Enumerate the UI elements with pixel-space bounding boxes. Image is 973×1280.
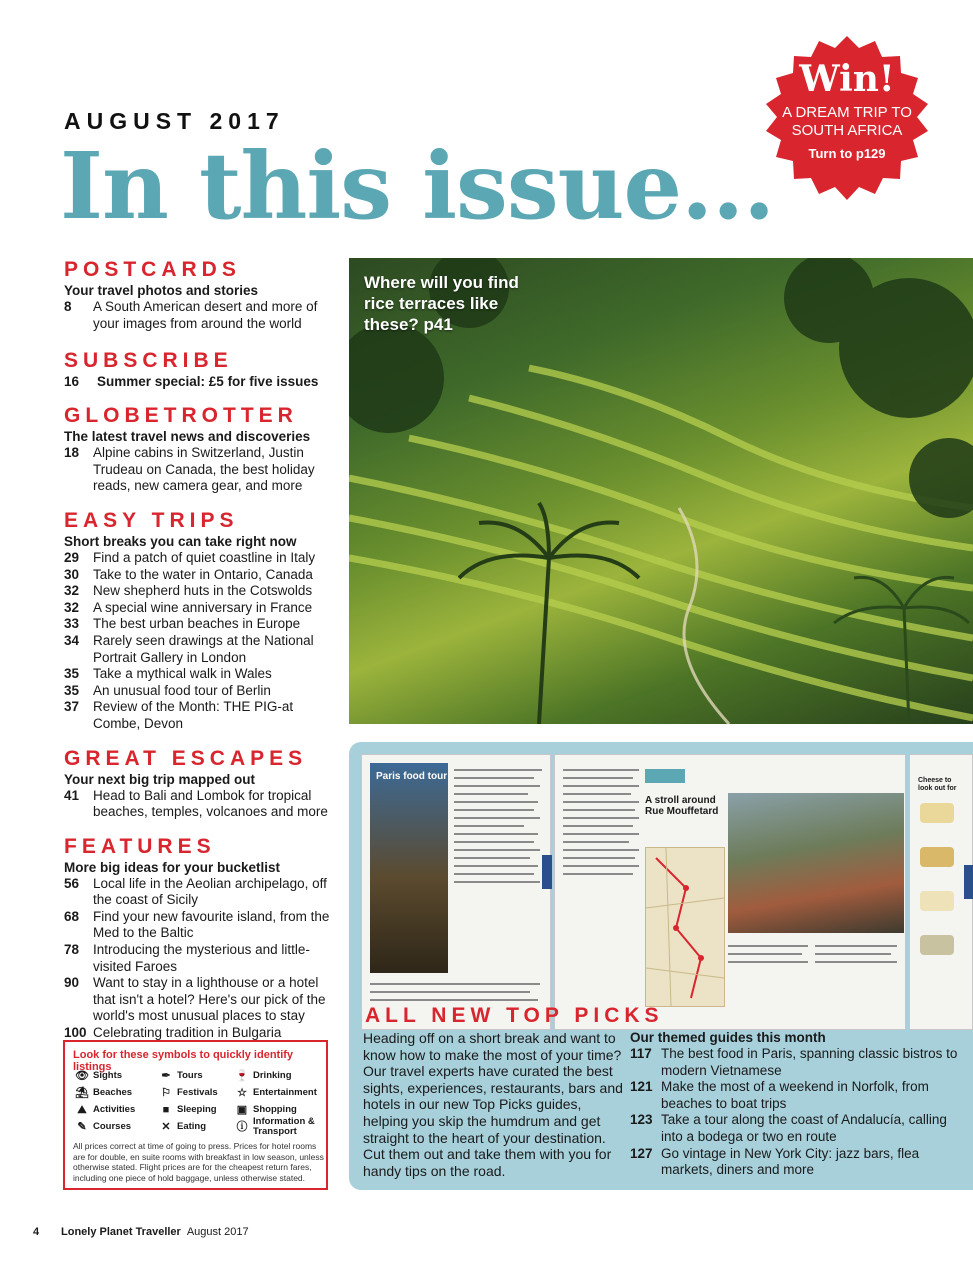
text-line [454, 833, 538, 835]
section-heading: POSTCARDS [64, 258, 241, 281]
text-line [454, 881, 540, 883]
page-number: 100 [64, 1025, 87, 1041]
text-line [563, 825, 633, 827]
text-line [563, 841, 629, 843]
page-number: 32 [64, 599, 80, 615]
eye-icon: 👁 [75, 1070, 89, 1082]
entry-text: Local life in the Aeolian archipelago, off the coast of Sicily [93, 875, 327, 908]
section-heading: GREAT ESCAPES [64, 746, 308, 770]
text-line [454, 841, 534, 843]
text-line [454, 769, 542, 771]
page-number: 117 [630, 1046, 652, 1061]
page-number: 121 [630, 1079, 653, 1095]
footer-date: August 2017 [186, 1226, 249, 1238]
entry-text: The best food in Paris, spanning classic bistros to modern Vietnamese [661, 1046, 958, 1078]
text-line [454, 817, 540, 819]
text-line [454, 825, 524, 827]
page-number: 37 [64, 699, 80, 715]
legend-item-activities [75, 1105, 135, 1115]
contents-entry[interactable] [64, 633, 344, 666]
section-easy-trips [64, 509, 344, 733]
text-line [563, 793, 631, 795]
text-line [728, 953, 802, 955]
courses-icon: ✎ [77, 1121, 87, 1133]
photo-caption: Where will you find rice terraces like these? p41 [364, 273, 519, 334]
entry-text: A special wine anniversary in France [93, 599, 313, 615]
contents-entry[interactable] [64, 666, 344, 683]
section-heading: GLOBETROTTER [64, 404, 298, 428]
entry-text: Take to the water in Ontario, Canada [93, 566, 313, 582]
cheese-image [920, 891, 954, 911]
contents-entry[interactable] [64, 550, 344, 567]
legend-label: Festivals [177, 1087, 218, 1098]
legend-label: Shopping [253, 1104, 297, 1115]
text-line [728, 945, 808, 947]
legend-label: Tours [177, 1070, 203, 1081]
page-number: 30 [64, 566, 80, 582]
page-number: 35 [64, 682, 80, 698]
prices-note: All prices correct at time of going to press. Prices for hotel rooms are for double, en suite rooms with breakfast in low season, unless otherwise stated. Flight prices are for the cheapest return fares, including one piece of hold baggage, unless otherwise stated. [73, 1141, 324, 1183]
text-line [563, 777, 633, 779]
section-subheading: Your next big trip mapped out [64, 771, 255, 787]
entry-text: Make the most of a weekend in Norfolk, from beaches to boat trips [661, 1079, 929, 1111]
contents-entry[interactable] [64, 788, 344, 821]
page-number: 16 [64, 374, 80, 390]
page-number: 41 [64, 787, 80, 803]
cheese-spread[interactable] [909, 754, 973, 1030]
footer-page-number: 4 [33, 1226, 40, 1238]
shopping-icon: ▣ [236, 1104, 248, 1116]
issue-date: AUGUST 2017 [64, 108, 285, 134]
section-globetrotter [64, 404, 344, 495]
page-number: 29 [64, 549, 80, 565]
entry-text: Find a patch of quiet coastline in Italy [93, 549, 316, 565]
section-heading: EASY TRIPS [64, 508, 239, 532]
market-street-photo [728, 793, 904, 933]
text-line [728, 961, 808, 963]
legend-item-entertainment [235, 1088, 317, 1098]
text-line [454, 849, 540, 851]
text-line [370, 999, 538, 1001]
entry-text: Want to stay in a lighthouse or a hotel that isn't a hotel? Here's our pick of the world's most unusual places to stay [93, 975, 326, 1024]
contents-entry[interactable] [64, 942, 344, 975]
spread-title: Paris food tour [376, 771, 448, 782]
win-prize-line1: A DREAM TRIP TO [782, 104, 912, 121]
win-badge[interactable] [762, 36, 932, 206]
entry-text: Find your new favourite island, from the Med to the Baltic [93, 908, 330, 941]
page-footer [33, 1226, 249, 1238]
text-line [454, 777, 534, 779]
legend-item-eating [159, 1122, 206, 1132]
top-picks-intro: Heading off on a short break and want to know how to make the most of your time? Our travel experts have curated the best sights, experiences, restaurants, bars and hotels in our new Top Picks guides, helping you skip the humdrum and get straight to the heart of your destination. Cut them out and take them with you for handy tips on the road. [363, 1030, 623, 1179]
page-number: 90 [64, 975, 80, 991]
text-line [815, 961, 897, 963]
section-features [64, 835, 344, 1042]
contents-entry[interactable] [630, 1079, 964, 1112]
win-page-ref: Turn to p129 [808, 146, 886, 161]
section-great-escapes [64, 747, 344, 821]
entry-text: An unusual food tour of Berlin [93, 682, 271, 698]
contents-entry[interactable] [64, 975, 344, 1025]
top-picks-panel [349, 742, 973, 1190]
text-line [563, 857, 635, 859]
text-line [815, 945, 897, 947]
page-number: 8 [64, 299, 72, 314]
cheese-image [920, 847, 954, 867]
entry-text: New shepherd huts in the Cotswolds [93, 583, 313, 599]
spread-map [645, 847, 725, 1007]
themed-guides-heading: Our themed guides this month [630, 1030, 826, 1045]
entry-text: Alpine cabins in Switzerland, Justin Trudeau on Canada, the best holiday reads, new camera gear, and more [93, 445, 315, 494]
text-line [454, 785, 540, 787]
entry-text: The best urban beaches in Europe [93, 616, 301, 632]
legend-item-sleeping [159, 1105, 217, 1115]
contents-entry[interactable] [64, 876, 344, 909]
entry-text: Introducing the mysterious and little-visited Faroes [93, 942, 310, 974]
legend-item-festivals [159, 1088, 218, 1098]
legend-item-tours [159, 1071, 203, 1081]
text-line [370, 991, 530, 993]
legend-label: Drinking [253, 1070, 292, 1081]
entry-text: Head to Bali and Lombok for tropical beaches, temples, volcanoes and more [93, 787, 328, 820]
page-number: 32 [64, 583, 80, 599]
legend-item-shopping [235, 1105, 297, 1115]
text-line [563, 769, 639, 771]
text-line [563, 785, 639, 787]
text-line [563, 809, 635, 811]
text-line [454, 873, 534, 875]
page-number: 33 [64, 616, 80, 632]
spread-title: Cheese to look out for [918, 777, 957, 792]
entry-text: Go vintage in New York City: jazz bars, flea markets, diners and more [661, 1145, 920, 1178]
contents-list [64, 258, 344, 1042]
text-line [454, 793, 528, 795]
page-number: 35 [64, 666, 80, 682]
legend-title: Look for these symbols to quickly identify listings [73, 1049, 294, 1073]
tours-icon: ✒ [161, 1070, 171, 1082]
contents-entry[interactable] [630, 1046, 964, 1079]
section-subheading: More big ideas for your bucketlist [64, 859, 281, 875]
contents-entry[interactable] [64, 909, 344, 942]
contents-entry[interactable] [64, 616, 344, 633]
text-line [454, 801, 538, 803]
win-prize [762, 104, 932, 140]
top-picks-heading: ALL NEW TOP PICKS [365, 1004, 664, 1027]
legend-label: Sleeping [177, 1104, 217, 1115]
rue-mouffetard-spread[interactable] [554, 754, 906, 1030]
legend-label: Entertainment [253, 1087, 317, 1098]
text-line [563, 817, 639, 819]
text-line [454, 865, 538, 867]
text-line [815, 953, 891, 955]
entry-text: A South American desert and more of your images from around the world [93, 299, 318, 331]
contents-entry[interactable] [64, 445, 344, 495]
entry-text: Celebrating tradition in Bulgaria [93, 1025, 282, 1041]
page-number: 56 [64, 875, 80, 891]
text-line [454, 809, 534, 811]
win-label: Win! [799, 58, 895, 100]
page-title: In this issue... [60, 132, 775, 240]
page-number: 34 [64, 632, 80, 648]
route-map-lines [646, 848, 724, 1006]
legend-label: Activities [93, 1104, 136, 1115]
cheese-image [920, 803, 954, 823]
page-number: 68 [64, 908, 80, 924]
entry-text: Review of the Month: THE PIG-at Combe, Devon [93, 699, 294, 731]
themed-guides [630, 1029, 964, 1179]
contents-entry[interactable] [630, 1112, 964, 1145]
page-number: 78 [64, 942, 80, 958]
text-line [370, 983, 540, 985]
text-line [563, 849, 639, 851]
text-line [454, 857, 530, 859]
contents-entry[interactable] [64, 373, 344, 390]
footer-brand: Lonely Planet Traveller [61, 1226, 181, 1238]
spread-title: A stroll around Rue Mouffetard [645, 795, 719, 817]
cheese-image [920, 935, 954, 955]
entry-text: Take a tour along the coast of Andalucía, calling into a bodega or two en route [661, 1112, 947, 1144]
legend-label: Information & Transport [253, 1116, 315, 1137]
rice-terrace-photo[interactable] [349, 258, 973, 724]
legend-label: Eating [177, 1121, 207, 1132]
contents-entry[interactable] [64, 699, 344, 732]
spread-cover-image [370, 763, 448, 973]
page-number: 18 [64, 445, 80, 461]
legend-label: Courses [93, 1121, 132, 1132]
top-picks-tab [542, 855, 552, 889]
section-subheading: Short breaks you can take right now [64, 533, 297, 549]
symbols-legend [63, 1040, 328, 1190]
drinking-icon: 🍷 [235, 1070, 249, 1082]
contents-entry[interactable] [64, 600, 344, 617]
section-subheading: Your travel photos and stories [64, 283, 259, 298]
entry-text: Take a mythical walk in Wales [93, 666, 272, 682]
legend-item-courses [75, 1122, 131, 1132]
text-line [563, 833, 639, 835]
contents-entry[interactable] [64, 683, 344, 700]
beaches-icon: ⛱ [75, 1087, 89, 1099]
text-line [563, 865, 639, 867]
legend-item-beaches [75, 1088, 132, 1098]
contents-entry[interactable] [630, 1146, 964, 1179]
page-number: 123 [630, 1112, 653, 1128]
sleeping-icon: ■ [162, 1104, 170, 1116]
legend-item-information [235, 1117, 325, 1137]
entertainment-icon: ☆ [237, 1087, 247, 1099]
contents-entry[interactable] [64, 299, 344, 332]
legend-item-drinking [235, 1071, 292, 1081]
information-icon: ⓘ [236, 1121, 248, 1133]
paris-food-tour-spread[interactable] [361, 754, 551, 1030]
legend-label: Sights [93, 1070, 123, 1081]
section-subscribe [64, 349, 344, 390]
section-heading: FEATURES [64, 834, 216, 858]
spread-tag-local-knowledge [645, 769, 685, 783]
page-number: 127 [630, 1145, 653, 1161]
contents-entry[interactable] [64, 583, 344, 600]
text-line [563, 801, 639, 803]
festivals-icon: ⚐ [161, 1087, 171, 1099]
legend-item-sights [75, 1071, 122, 1081]
section-postcards [64, 258, 344, 332]
entry-text: Rarely seen drawings at the National Portrait Gallery in London [93, 632, 314, 665]
eating-icon: ✕ [161, 1121, 171, 1133]
activities-icon: ⛰ [77, 1104, 87, 1116]
contents-entry[interactable] [64, 567, 344, 584]
top-picks-tab [964, 865, 973, 899]
win-prize-line2: SOUTH AFRICA [791, 122, 903, 139]
legend-label: Beaches [93, 1087, 133, 1098]
entry-text: Summer special: £5 for five issues [97, 374, 319, 390]
section-heading: SUBSCRIBE [64, 349, 233, 373]
section-subheading: The latest travel news and discoveries [64, 429, 311, 445]
text-line [563, 873, 633, 875]
